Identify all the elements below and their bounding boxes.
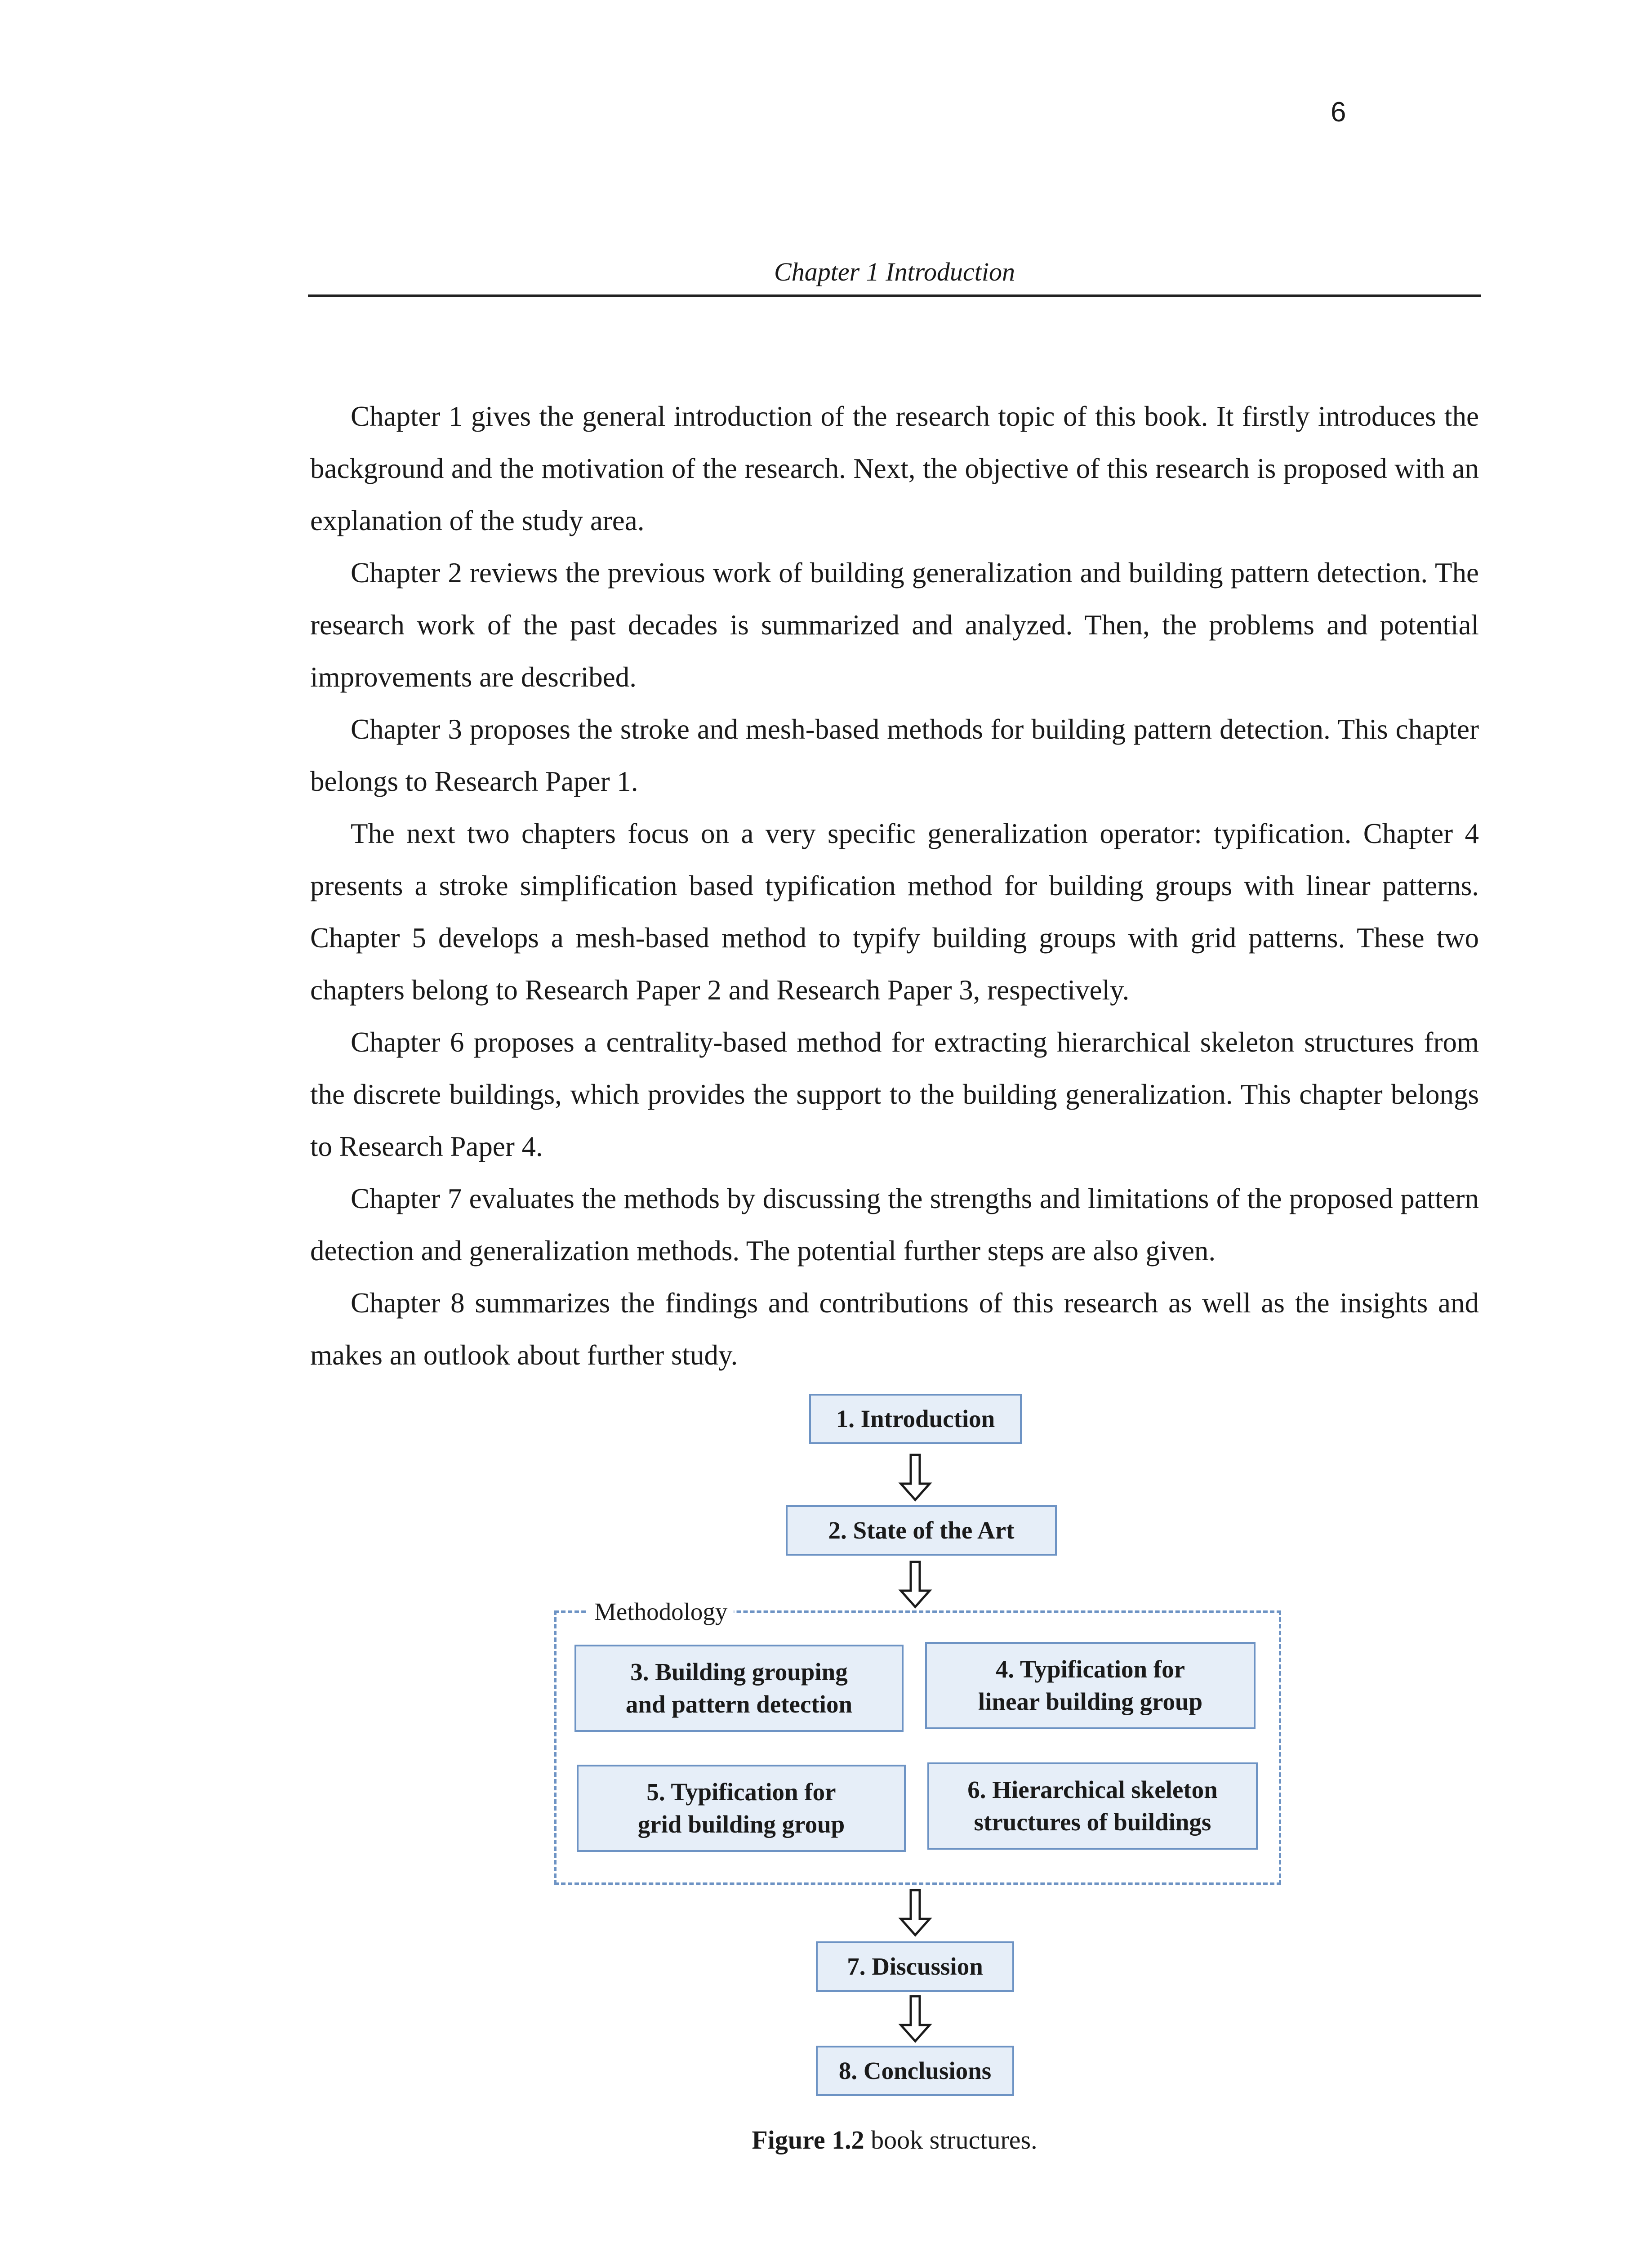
running-header: Chapter 1 Introduction xyxy=(774,257,1015,286)
box-typification-grid xyxy=(577,1765,906,1852)
figure-caption-label: Figure 1.2 xyxy=(752,2125,864,2154)
box-hierarchical-skeleton xyxy=(927,1762,1258,1850)
paragraph-chapter-1: Chapter 1 gives the general introduction of the research topic of this book. It firstly introduces the background and the motivation of the research. Next, the objective of this research is proposed with an explanation of the study area. xyxy=(310,401,1479,536)
box-typification-linear xyxy=(925,1642,1256,1729)
paragraph-chapter-7: Chapter 7 evaluates the methods by discussing the strengths and limitations of the proposed pattern detection and generalization methods. The potential further steps are also given. xyxy=(310,1183,1479,1267)
box-discussion-label: 7. Discussion xyxy=(847,1953,983,1980)
page-number: 6 xyxy=(1331,97,1346,128)
paragraph-chapter-3: Chapter 3 proposes the stroke and mesh-based methods for building pattern detection. This chapter belongs to Research Paper 1. xyxy=(310,714,1479,797)
paragraph-chapter-2: Chapter 2 reviews the previous work of building generalization and building pattern detection. The research work of the past decades is summarized and analyzed. Then, the problems and potential improvements are described. xyxy=(310,557,1479,693)
box-typification-linear-line-1: 4. Typification for xyxy=(995,1655,1185,1683)
box-building-grouping xyxy=(574,1645,904,1732)
box-conclusions xyxy=(816,2046,1014,2096)
box-conclusions-label: 8. Conclusions xyxy=(838,2057,992,2084)
box-building-grouping-line-1: 3. Building grouping xyxy=(630,1658,848,1686)
hollow-down-arrow-icon xyxy=(897,1453,933,1503)
box-hierarchical-skeleton-line-1: 6. Hierarchical skeleton xyxy=(967,1776,1218,1803)
paragraph-chapters-4-5: The next two chapters focus on a very specific generalization operator: typification. Chapter 4 presents a stroke simplification based typification method for building groups with linear patterns. Chapter 5 develops a mesh-based method to typify building groups with grid patterns. These two chapters belong to Research Paper 2 and Research Paper 3, respectively. xyxy=(310,818,1479,1006)
box-introduction-label: 1. Introduction xyxy=(836,1405,995,1432)
methodology-label: Methodology xyxy=(588,1596,734,1628)
paragraph-chapter-6: Chapter 6 proposes a centrality-based method for extracting hierarchical skeleton structures from the discrete buildings, which provides the support to the building generalization. This chapter belongs to Research Paper 4. xyxy=(310,1026,1479,1162)
box-building-grouping-line-2: and pattern detection xyxy=(625,1690,853,1718)
figure-caption-text: book structures. xyxy=(864,2125,1038,2154)
box-state-of-the-art-label: 2. State of the Art xyxy=(828,1517,1015,1544)
paragraph-chapter-8: Chapter 8 summarizes the findings and contributions of this research as well as the insights and makes an outlook about further study. xyxy=(310,1287,1479,1371)
hollow-down-arrow-icon xyxy=(897,1888,933,1938)
hollow-down-arrow-icon xyxy=(897,1560,933,1610)
body-text xyxy=(310,390,1479,1381)
header-rule xyxy=(308,294,1481,297)
figure-caption xyxy=(308,2124,1481,2156)
hollow-down-arrow-icon xyxy=(897,1994,933,2044)
box-typification-linear-line-2: linear building group xyxy=(978,1688,1203,1715)
box-typification-grid-line-1: 5. Typification for xyxy=(646,1778,836,1806)
box-state-of-the-art xyxy=(786,1505,1057,1556)
box-introduction xyxy=(809,1394,1022,1444)
box-discussion xyxy=(816,1941,1014,1992)
box-typification-grid-line-2: grid building group xyxy=(637,1811,845,1838)
box-hierarchical-skeleton-line-2: structures of buildings xyxy=(974,1808,1211,1836)
